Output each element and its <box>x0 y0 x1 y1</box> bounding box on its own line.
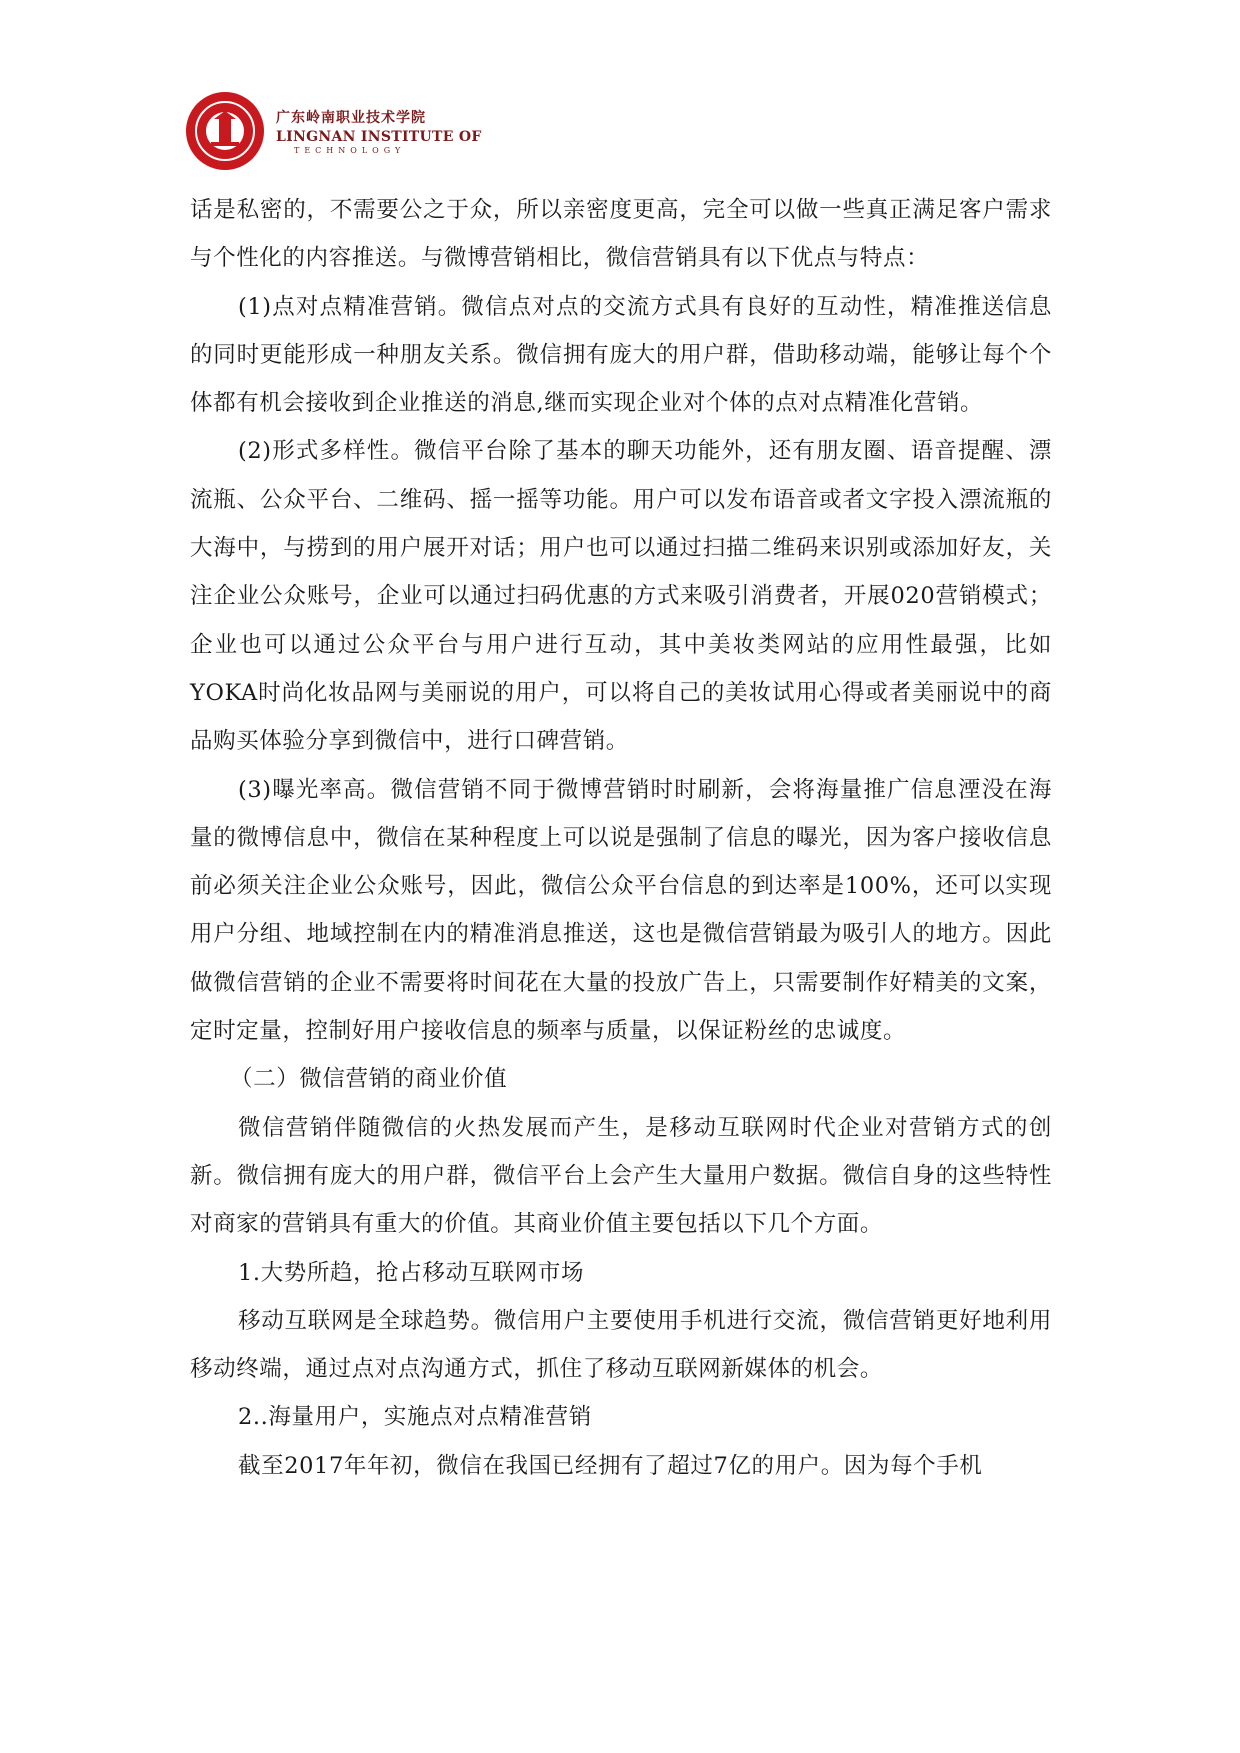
subheading-massive-users: 2..海量用户，实施点对点精准营销 <box>238 1404 592 1431</box>
school-seal-logo <box>186 92 264 170</box>
school-name-block <box>276 107 482 155</box>
school-name-en-line2: TECHNOLOGY <box>294 146 406 155</box>
paragraph-commercial-value-intro: 微信营销伴随微信的火热发展而产生，是移动互联网时代企业对营销方式的创新。微信拥有庞大的用户群，微信平台上会产生大量用户数据。微信自身的这些特性对商家的营销具有重大的价值。其商业价值主要包括以下几个方面。 <box>190 1114 1052 1238</box>
school-name-en-line1: LINGNAN INSTITUTE OF <box>276 129 482 145</box>
paragraph-diverse-forms: (2)形式多样性。微信平台除了基本的聊天功能外，还有朋友圈、语音提醒、漂流瓶、公众平台、二维码、摇一摇等功能。用户可以发布语音或者文字投入漂流瓶的大海中，与捞到的用户展开对话；用户也可以通过扫描二维码来识别或添加好友，关注企业公众账号，企业可以通过扫码优惠的方式来吸引消费者，开展020营销模式；企业也可以通过公众平台与用户进行互动，其中美妆类网站的应用性最强，比如YOKA时尚化妆品网与美丽说的用户，可以将自己的美妆试用心得或者美丽说中的商品购买体验分享到微信中，进行口碑营销。 <box>190 438 1052 755</box>
tower-icon <box>219 117 231 143</box>
paragraph-user-count: 截至2017年年初，微信在我国已经拥有了超过7亿的用户。因为每个手机 <box>238 1452 983 1479</box>
paragraph-mobile-internet: 移动互联网是全球趋势。微信用户主要使用手机进行交流，微信营销更好地利用移动终端，通过点对点沟通方式，抓住了移动互联网新媒体的机会。 <box>190 1307 1052 1383</box>
page-header <box>186 92 482 170</box>
school-name-cn: 广东岭南职业技术学院 <box>276 110 426 126</box>
paragraph-point-to-point: (1)点对点精准营销。微信点对点的交流方式具有良好的互动性，精准推送信息的同时更能形成一种朋友关系。微信拥有庞大的用户群，借助移动端，能够让每个个体都有机会接收到企业推送的消息,继而实现企业对个体的点对点精准化营销。 <box>190 293 1052 417</box>
document-body <box>190 186 1052 1490</box>
subheading-trend: 1.大势所趋，抢占移动互联网市场 <box>238 1259 585 1286</box>
section-heading-commercial-value: （二）微信营销的商业价值 <box>230 1066 508 1093</box>
paragraph-high-exposure: (3)曝光率高。微信营销不同于微博营销时时刷新，会将海量推广信息湮没在海量的微博信息中，微信在某种程度上可以说是强制了信息的曝光，因为客户接收信息前必须关注企业公众账号，因此，微信公众平台信息的到达率是100%，还可以实现用户分组、地域控制在内的精准消息推送，这也是微信营销最为吸引人的地方。因此做微信营销的企业不需要将时间花在大量的投放广告上，只需要制作好精美的文案，定时定量，控制好用户接收信息的频率与质量，以保证粉丝的忠诚度。 <box>190 776 1052 1045</box>
paragraph-continuation: 话是私密的，不需要公之于众，所以亲密度更高，完全可以做一些真正满足客户需求与个性化的内容推送。与微博营销相比，微信营销具有以下优点与特点： <box>190 197 1052 272</box>
